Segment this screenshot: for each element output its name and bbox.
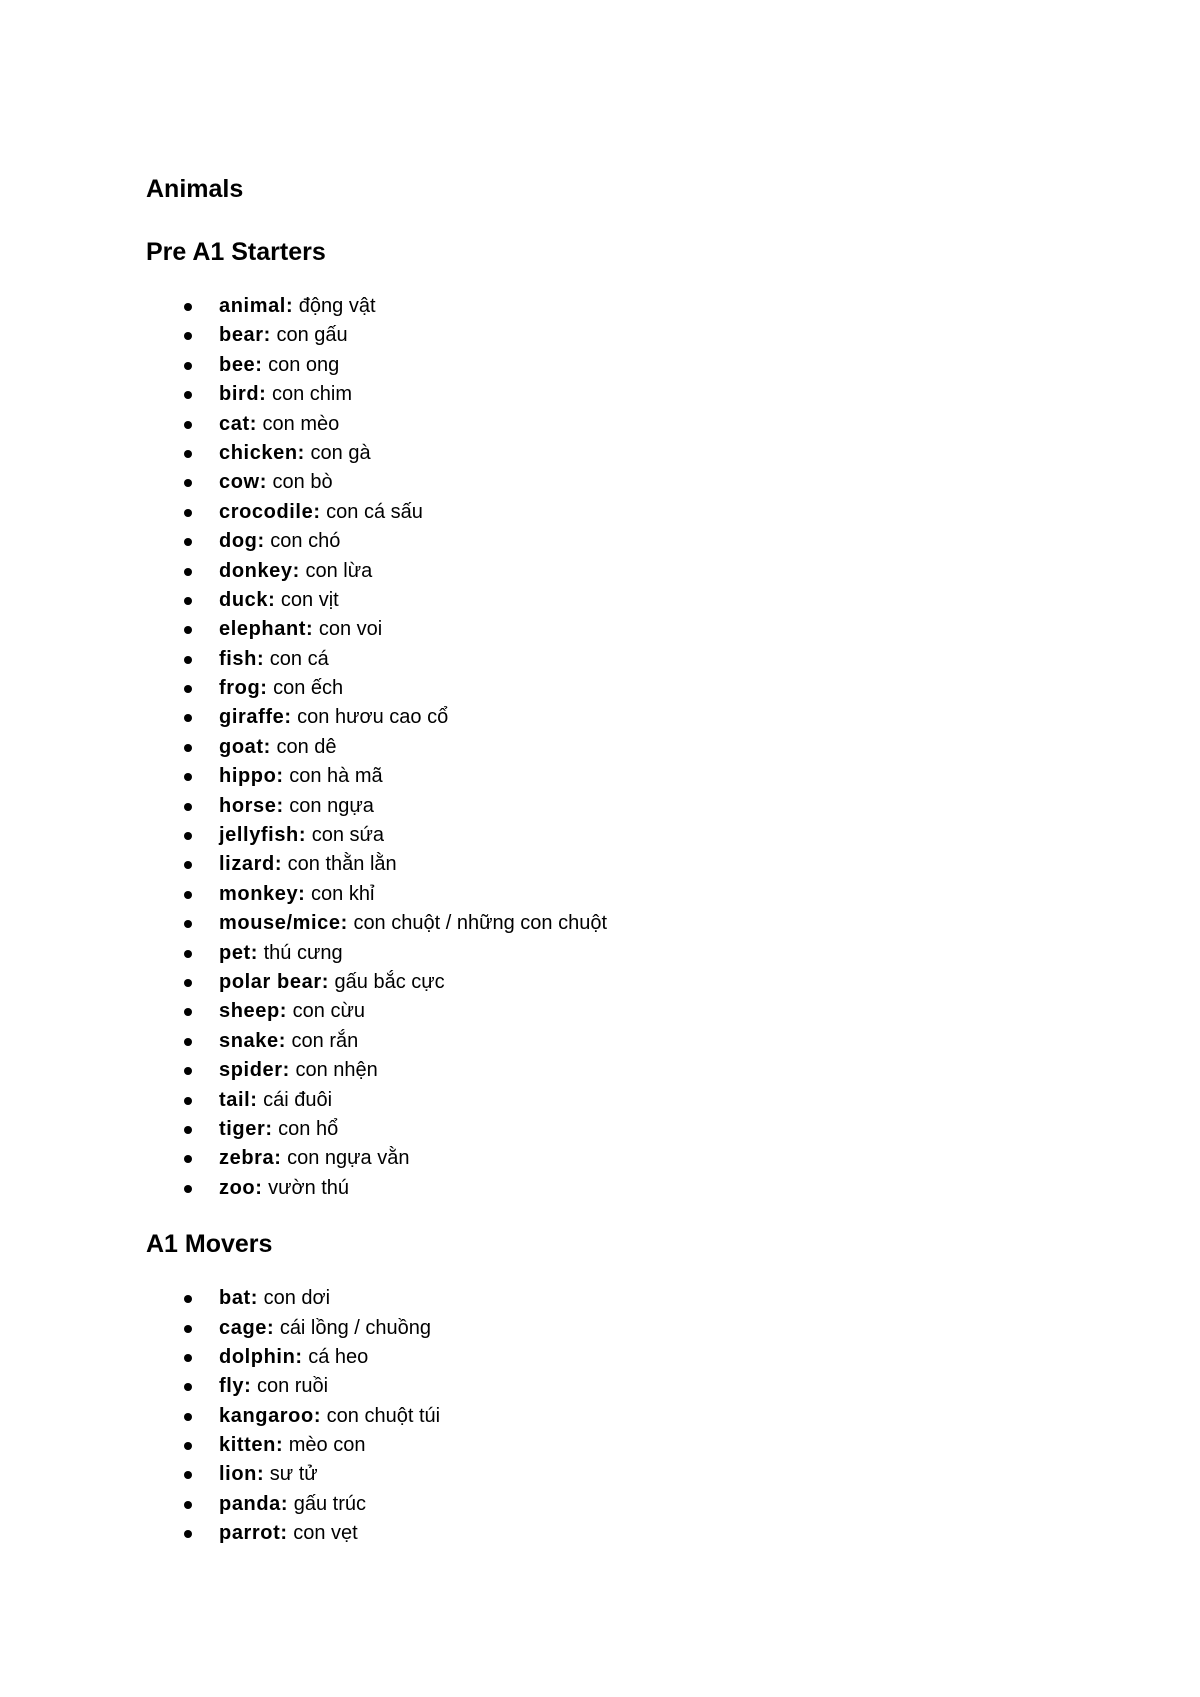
list-item <box>146 321 1126 350</box>
list-item <box>146 645 1126 674</box>
bullet-icon <box>184 1442 192 1450</box>
vocab-meaning: con bò <box>272 471 333 494</box>
vocab-term: parrot: <box>219 1522 288 1545</box>
bullet-icon <box>184 685 192 693</box>
bullet-icon <box>184 479 192 487</box>
list-item <box>146 527 1126 556</box>
bullet-icon <box>184 1067 192 1075</box>
list-item <box>146 968 1126 997</box>
list-item <box>146 439 1126 468</box>
vocab-meaning: con gà <box>310 441 371 464</box>
bullet-icon <box>184 1126 192 1134</box>
bullet-icon <box>184 832 192 840</box>
bullet-icon <box>184 332 192 340</box>
bullet-icon <box>184 362 192 370</box>
vocab-term: zoo: <box>219 1176 263 1199</box>
bullet-icon <box>184 450 192 458</box>
vocab-meaning: con chim <box>272 383 353 406</box>
vocab-term: fish: <box>219 647 265 670</box>
bullet-icon <box>184 861 192 869</box>
list-item <box>146 1519 1126 1548</box>
vocab-meaning: con vẹt <box>293 1522 358 1545</box>
vocab-term: cage: <box>219 1316 275 1339</box>
list-item <box>146 850 1126 879</box>
section-heading-a1-movers: A1 Movers <box>146 1230 273 1259</box>
bullet-icon <box>184 568 192 576</box>
bullet-icon <box>184 538 192 546</box>
vocab-term: donkey: <box>219 559 300 582</box>
vocab-meaning: con cá sấu <box>326 500 423 523</box>
bullet-icon <box>184 979 192 987</box>
list-item <box>146 762 1126 791</box>
bullet-icon <box>184 1354 192 1362</box>
vocab-term: bee: <box>219 353 263 376</box>
bullet-icon <box>184 597 192 605</box>
list-item <box>146 410 1126 439</box>
list-item <box>146 557 1126 586</box>
list-item <box>146 586 1126 615</box>
bullet-icon <box>184 1325 192 1333</box>
vocab-meaning: con vịt <box>280 588 339 611</box>
list-item <box>146 821 1126 850</box>
vocab-meaning: con ngựa vằn <box>287 1147 410 1170</box>
list-item <box>146 1343 1126 1372</box>
vocab-meaning: con chuột túi <box>326 1404 441 1427</box>
vocab-meaning: thú cưng <box>263 941 343 964</box>
list-item <box>146 1372 1126 1401</box>
list-item <box>146 997 1126 1026</box>
page-title: Animals <box>146 175 244 203</box>
vocab-term: dolphin: <box>219 1345 303 1368</box>
vocab-term: cat: <box>219 412 257 435</box>
vocab-term: dog: <box>219 530 265 553</box>
vocab-meaning: con dê <box>276 735 337 758</box>
list-item <box>146 351 1126 380</box>
list-item <box>146 909 1126 938</box>
bullet-icon <box>184 920 192 928</box>
vocab-term: giraffe: <box>219 706 292 729</box>
vocab-term: kitten: <box>219 1434 284 1457</box>
vocab-meaning: con ruồi <box>256 1375 329 1398</box>
list-item <box>146 380 1126 409</box>
bullet-icon <box>184 1097 192 1105</box>
vocab-term: cow: <box>219 471 267 494</box>
vocab-term: tiger: <box>219 1117 273 1140</box>
list-item <box>146 498 1126 527</box>
vocab-meaning: con hà mã <box>289 765 383 788</box>
vocab-meaning: cái đuôi <box>263 1088 333 1111</box>
vocab-term: lizard: <box>219 853 283 876</box>
vocab-term: tail: <box>219 1088 258 1111</box>
vocab-meaning: con rắn <box>291 1029 359 1052</box>
list-item <box>146 1431 1126 1460</box>
list-item <box>146 792 1126 821</box>
list-item <box>146 674 1126 703</box>
vocab-meaning: cá heo <box>308 1345 369 1368</box>
document-page <box>146 174 1126 1549</box>
list-item <box>146 1086 1126 1115</box>
bullet-icon <box>184 656 192 664</box>
list-item <box>146 1402 1126 1431</box>
list-item <box>146 1144 1126 1173</box>
bullet-icon <box>184 773 192 781</box>
vocab-term: duck: <box>219 588 276 611</box>
vocab-term: spider: <box>219 1059 290 1082</box>
vocab-term: snake: <box>219 1029 286 1052</box>
list-item <box>146 939 1126 968</box>
vocab-meaning: gấu bắc cực <box>334 970 445 993</box>
vocab-term: sheep: <box>219 1000 288 1023</box>
vocab-term: crocodile: <box>219 500 321 523</box>
bullet-icon <box>184 421 192 429</box>
list-item <box>146 1284 1126 1313</box>
list-item <box>146 733 1126 762</box>
vocab-term: zebra: <box>219 1147 282 1170</box>
vocab-term: polar bear: <box>219 970 329 993</box>
bullet-icon <box>184 626 192 634</box>
bullet-icon <box>184 714 192 722</box>
bullet-icon <box>184 891 192 899</box>
vocab-term: animal: <box>219 295 294 317</box>
list-item <box>146 703 1126 732</box>
vocab-term: mouse/mice: <box>219 912 348 935</box>
vocab-term: frog: <box>219 677 268 700</box>
list-item <box>146 615 1126 644</box>
vocab-meaning: con sứa <box>311 824 385 847</box>
vocab-meaning: con lừa <box>305 559 373 582</box>
list-item <box>146 292 1126 321</box>
vocab-meaning: con hổ <box>278 1117 339 1140</box>
list-item <box>146 1115 1126 1144</box>
vocab-meaning: con cừu <box>292 1000 365 1023</box>
list-item <box>146 880 1126 909</box>
vocab-meaning: con chó <box>270 530 341 553</box>
list-item <box>146 1056 1126 1085</box>
vocab-term: bear: <box>219 324 271 347</box>
vocab-meaning: cái lồng / chuồng <box>279 1316 432 1339</box>
bullet-icon <box>184 1155 192 1163</box>
vocab-term: monkey: <box>219 882 306 905</box>
vocab-meaning: sư tử <box>269 1463 318 1486</box>
vocab-term: elephant: <box>219 618 314 641</box>
vocab-meaning: con nhện <box>295 1059 378 1082</box>
vocab-meaning: con gấu <box>276 324 348 347</box>
vocab-meaning: mèo con <box>288 1434 366 1457</box>
list-item <box>146 1314 1126 1343</box>
vocab-term: kangaroo: <box>219 1404 322 1427</box>
bullet-icon <box>184 1008 192 1016</box>
bullet-icon <box>184 509 192 517</box>
list-item <box>146 1490 1126 1519</box>
bullet-icon <box>184 1413 192 1421</box>
vocab-meaning: con hươu cao cổ <box>297 706 449 729</box>
list-item <box>146 468 1126 497</box>
bullet-icon <box>184 1295 192 1303</box>
vocab-meaning: con chuột / những con chuột <box>353 912 608 935</box>
vocab-meaning: con ếch <box>273 677 344 700</box>
vocab-term: panda: <box>219 1492 289 1515</box>
bullet-icon <box>184 950 192 958</box>
vocab-term: pet: <box>219 941 259 964</box>
vocab-list-a1-movers <box>146 1284 1126 1549</box>
bullet-icon <box>184 1501 192 1509</box>
vocab-term: fly: <box>219 1375 252 1398</box>
list-item <box>146 1174 1126 1203</box>
vocab-meaning: con mèo <box>262 412 340 435</box>
vocab-meaning: con khỉ <box>311 882 375 905</box>
list-item <box>146 1460 1126 1489</box>
bullet-icon <box>184 391 192 399</box>
vocab-meaning: con voi <box>318 618 383 641</box>
vocab-meaning: con ngựa <box>289 794 374 817</box>
vocab-list-pre-a1-starters <box>146 292 1126 1203</box>
vocab-term: chicken: <box>219 441 305 464</box>
vocab-meaning: con dơi <box>263 1287 331 1310</box>
bullet-icon <box>184 803 192 811</box>
vocab-meaning: động vật <box>298 295 376 317</box>
vocab-term: jellyfish: <box>219 824 307 847</box>
bullet-icon <box>184 1038 192 1046</box>
bullet-icon <box>184 1383 192 1391</box>
vocab-meaning: con thằn lằn <box>287 853 397 876</box>
vocab-term: bat: <box>219 1287 259 1310</box>
vocab-meaning: gấu trúc <box>293 1492 366 1515</box>
vocab-meaning: vườn thú <box>268 1176 350 1199</box>
vocab-term: bird: <box>219 383 267 406</box>
list-item <box>146 1027 1126 1056</box>
bullet-icon <box>184 1471 192 1479</box>
vocab-term: hippo: <box>219 765 284 788</box>
bullet-icon <box>184 1530 192 1538</box>
vocab-term: horse: <box>219 794 284 817</box>
vocab-meaning: con ong <box>268 353 340 376</box>
vocab-term: goat: <box>219 735 271 758</box>
section-heading-pre-a1-starters: Pre A1 Starters <box>146 238 326 266</box>
bullet-icon <box>184 1185 192 1193</box>
bullet-icon <box>184 303 192 311</box>
vocab-meaning: con cá <box>269 647 329 670</box>
bullet-icon <box>184 744 192 752</box>
vocab-term: lion: <box>219 1463 265 1486</box>
